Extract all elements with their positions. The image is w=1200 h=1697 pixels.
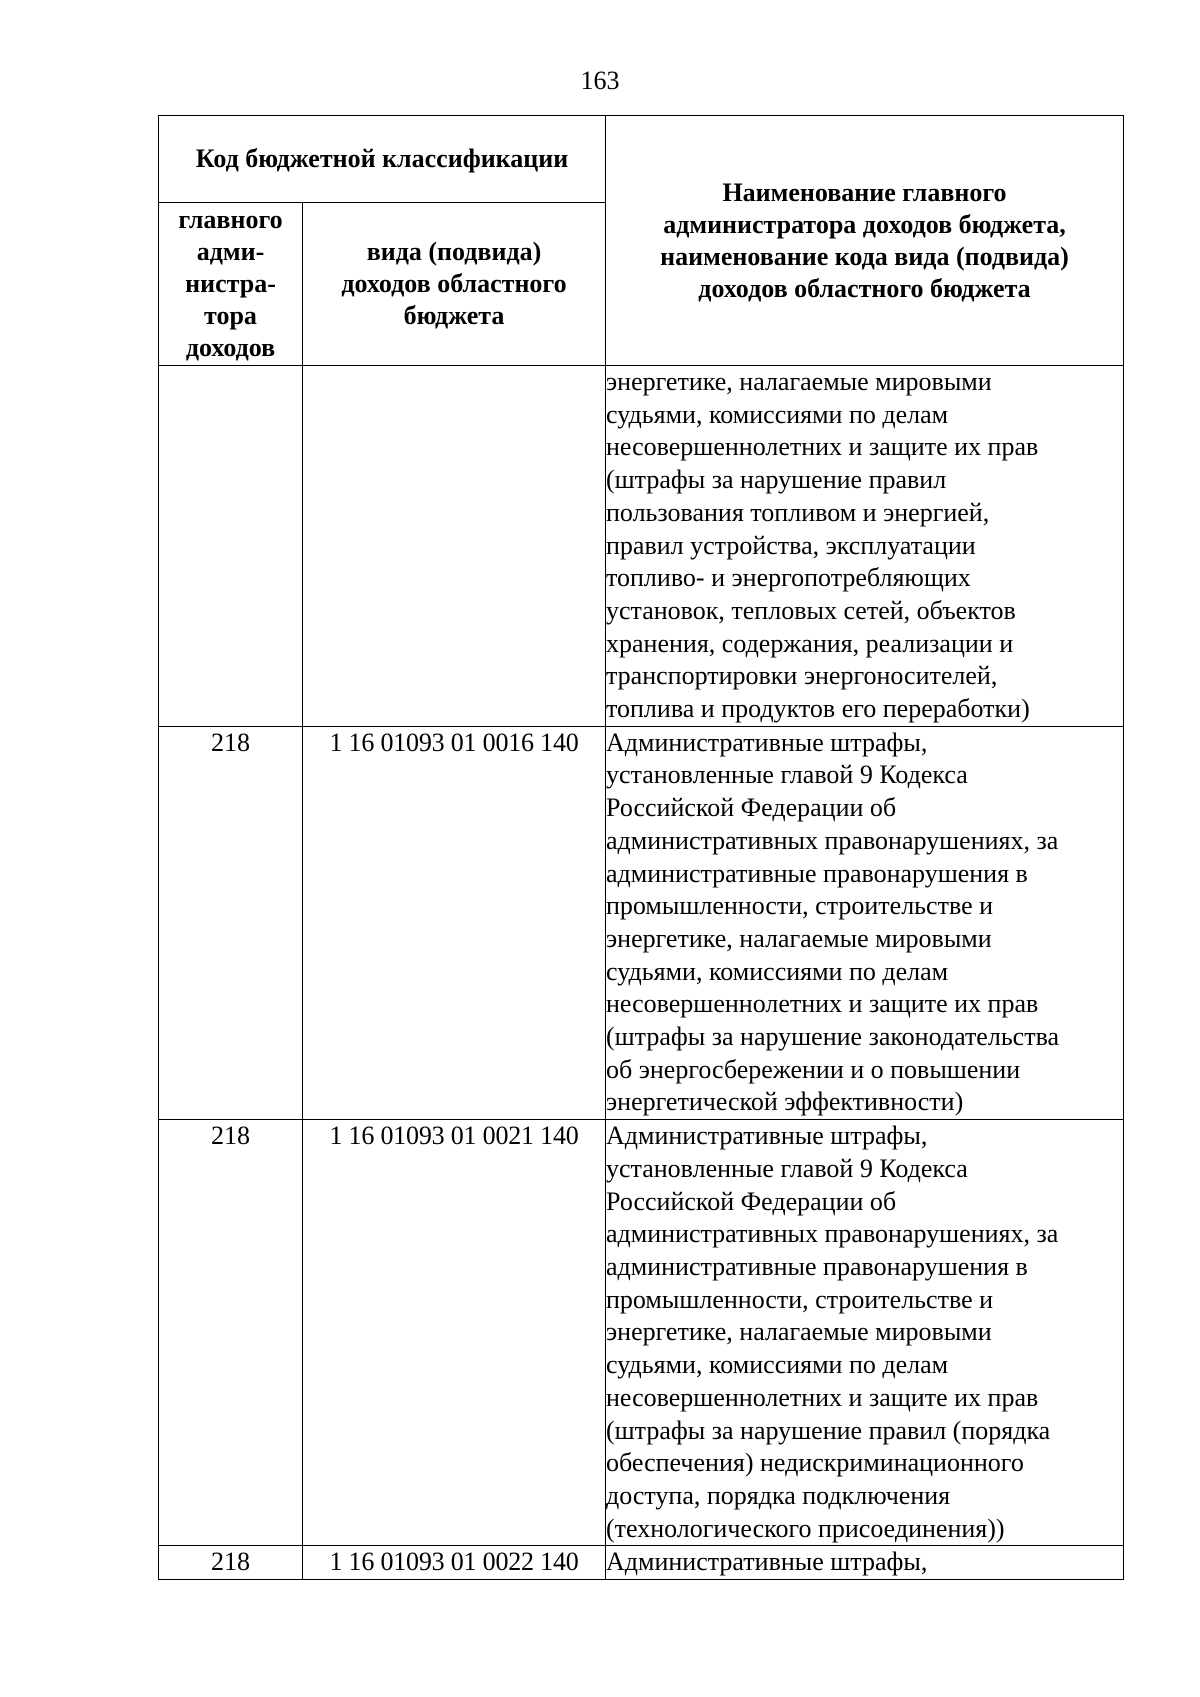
description-line: судьями, комиссиями по делам: [606, 1350, 949, 1380]
admin-code-cell: 218: [159, 726, 303, 1119]
description-line: несовершеннолетних и защите их прав: [606, 989, 1039, 1019]
admin-code-cell: [159, 366, 303, 727]
description-line: топлива и продуктов его переработки): [606, 694, 1030, 724]
page-number: 163: [580, 66, 620, 95]
table-header: [159, 116, 1124, 366]
description-line: Российской Федерации об: [606, 793, 897, 823]
description-line: обеспечения) недискриминационного: [606, 1448, 1024, 1478]
header-admin-line: тора: [204, 301, 257, 330]
description-line: установок, тепловых сетей, объектов: [606, 595, 1016, 625]
description-line: об энергосбережении и о повышении: [606, 1054, 1021, 1084]
income-code-cell: [303, 366, 606, 727]
header-admin-line: доходов: [185, 333, 276, 362]
description-line: Административные штрафы,: [606, 1547, 928, 1577]
table-row: [159, 1120, 1124, 1546]
header-name-column: [606, 116, 1124, 366]
description-line: топливо- и энергопотребляющих: [606, 563, 971, 593]
header-code-line: доходов областного: [341, 269, 567, 298]
description-line: административные правонарушения в: [606, 1251, 1028, 1281]
description-line: энергетике, налагаемые мировыми: [606, 367, 992, 396]
admin-code-cell: 218: [159, 1120, 303, 1546]
description-line: административные правонарушения в: [606, 858, 1028, 888]
admin-code-cell: 218: [159, 1546, 303, 1580]
description-line: доступа, порядка подключения: [606, 1480, 951, 1510]
description-line: промышленности, строительстве и: [606, 1284, 994, 1314]
header-name-line: доходов областного бюджета: [698, 273, 1031, 303]
description-line: Административные штрафы,: [606, 727, 928, 757]
description-line: хранения, содержания, реализации и: [606, 628, 1014, 658]
income-description-cell: [606, 726, 1124, 1119]
description-line: Российской Федерации об: [606, 1186, 897, 1216]
description-line: энергетике, налагаемые мировыми: [606, 923, 992, 953]
header-row-1: [159, 116, 1124, 203]
description-line: административных правонарушениях, за: [606, 1219, 1059, 1249]
description-line: промышленности, строительстве и: [606, 891, 994, 921]
income-description-cell: [606, 366, 1124, 727]
description-line: энергетике, налагаемые мировыми: [606, 1317, 992, 1347]
table-body: [159, 366, 1124, 1580]
income-code-cell: 1 16 01093 01 0021 140: [303, 1120, 606, 1546]
header-code-line: вида (подвида): [366, 237, 542, 266]
income-description-cell: [606, 1120, 1124, 1546]
description-line: (штрафы за нарушение законодательства: [606, 1022, 1060, 1052]
description-line: установленные главой 9 Кодекса: [606, 1153, 968, 1183]
description-line: энергетической эффективности): [606, 1087, 964, 1117]
header-name-line: Наименование главного: [722, 177, 1007, 207]
description-line: судьями, комиссиями по делам: [606, 399, 949, 429]
description-line: несовершеннолетних и защите их прав: [606, 432, 1039, 462]
description-line: судьями, комиссиями по делам: [606, 956, 949, 986]
table-row: [159, 726, 1124, 1119]
table-row: [159, 366, 1124, 727]
income-code-cell: 1 16 01093 01 0016 140: [303, 726, 606, 1119]
description-line: установленные главой 9 Кодекса: [606, 760, 968, 790]
header-name-line: администратора доходов бюджета,: [663, 209, 1066, 239]
table-row: [159, 1546, 1124, 1580]
budget-classification-table: [158, 115, 1124, 1580]
description-line: правил устройства, эксплуатации: [606, 530, 976, 560]
description-line: транспортировки энергоносителей,: [606, 661, 998, 691]
header-name-line: наименование кода вида (подвида): [660, 241, 1069, 271]
income-description-cell: [606, 1546, 1124, 1580]
description-line: пользования топливом и энергией,: [606, 497, 990, 527]
header-admin-column: [159, 203, 303, 366]
description-line: (технологического присоединения)): [606, 1513, 1005, 1543]
description-line: Административные штрафы,: [606, 1121, 928, 1151]
income-code-cell: 1 16 01093 01 0022 140: [303, 1546, 606, 1580]
description-line: административных правонарушениях, за: [606, 825, 1059, 855]
header-admin-line: адми-: [196, 237, 265, 266]
description-line: несовершеннолетних и защите их прав: [606, 1382, 1039, 1412]
header-code-line: бюджета: [403, 301, 505, 330]
description-line: (штрафы за нарушение правил (порядка: [606, 1415, 1051, 1445]
header-admin-line: главного: [178, 205, 283, 234]
header-admin-line: нистра-: [185, 269, 276, 298]
header-code-column: [303, 203, 606, 366]
description-line: (штрафы за нарушение правил: [606, 465, 947, 495]
group-header-budget-code: Код бюджетной классификации: [159, 116, 606, 203]
